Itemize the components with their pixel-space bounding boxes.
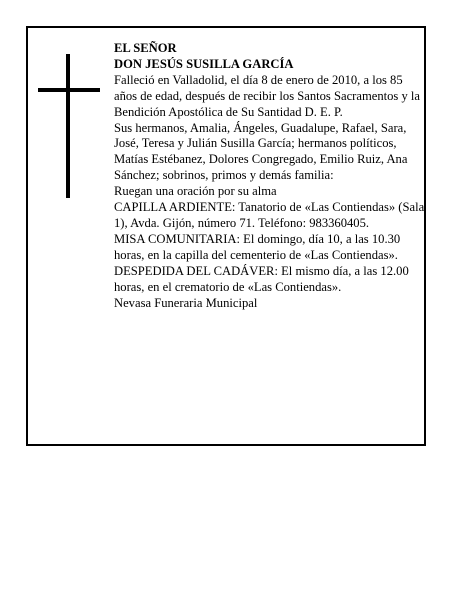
cross-vertical-bar — [66, 54, 70, 198]
chapel-info: CAPILLA ARDIENTE: Tanatorio de «Las Contiendas» (Sala 1), Avda. Gijón, número 71. Teléfono: 983360405. — [114, 200, 425, 230]
mass-info: MISA COMUNITARIA: El domingo, día 10, a las 10.30 horas, en la capilla del cementerio de «Las Contiendas». — [114, 231, 401, 262]
notice-text — [114, 41, 426, 311]
funeral-home: Nevasa Funeraria Municipal — [114, 295, 258, 310]
family-list: Sus hermanos, Amalia, Ángeles, Guadalupe, Rafael, Sara, José, Teresa y Julián Susilla García; hermanos políticos, Matías Estébanez, Dolores Congregado, Emilio Ruiz, Ana Sánchez; sobrinos, primos y demás familia: — [114, 120, 408, 183]
death-announcement: Falleció en Valladolid, el día 8 de enero de 2010, a los 85 años de edad, después de recibir los Santos Sacramentos y la Bendición Apostólica de Su Santidad D. E. P. — [114, 72, 421, 119]
obituary-notice — [26, 26, 426, 446]
farewell-info: DESPEDIDA DEL CADÁVER: El mismo día, a las 12.00 horas, en el crematorio de «Las Contiendas». — [114, 263, 409, 294]
prayer-request: Ruegan una oración por su alma — [114, 184, 277, 199]
cross-icon — [38, 54, 100, 198]
cross-horizontal-bar — [38, 88, 100, 92]
notice-title-line1: EL SEÑOR — [114, 41, 177, 55]
deceased-name: DON JESÚS SUSILLA GARCÍA — [114, 56, 294, 71]
